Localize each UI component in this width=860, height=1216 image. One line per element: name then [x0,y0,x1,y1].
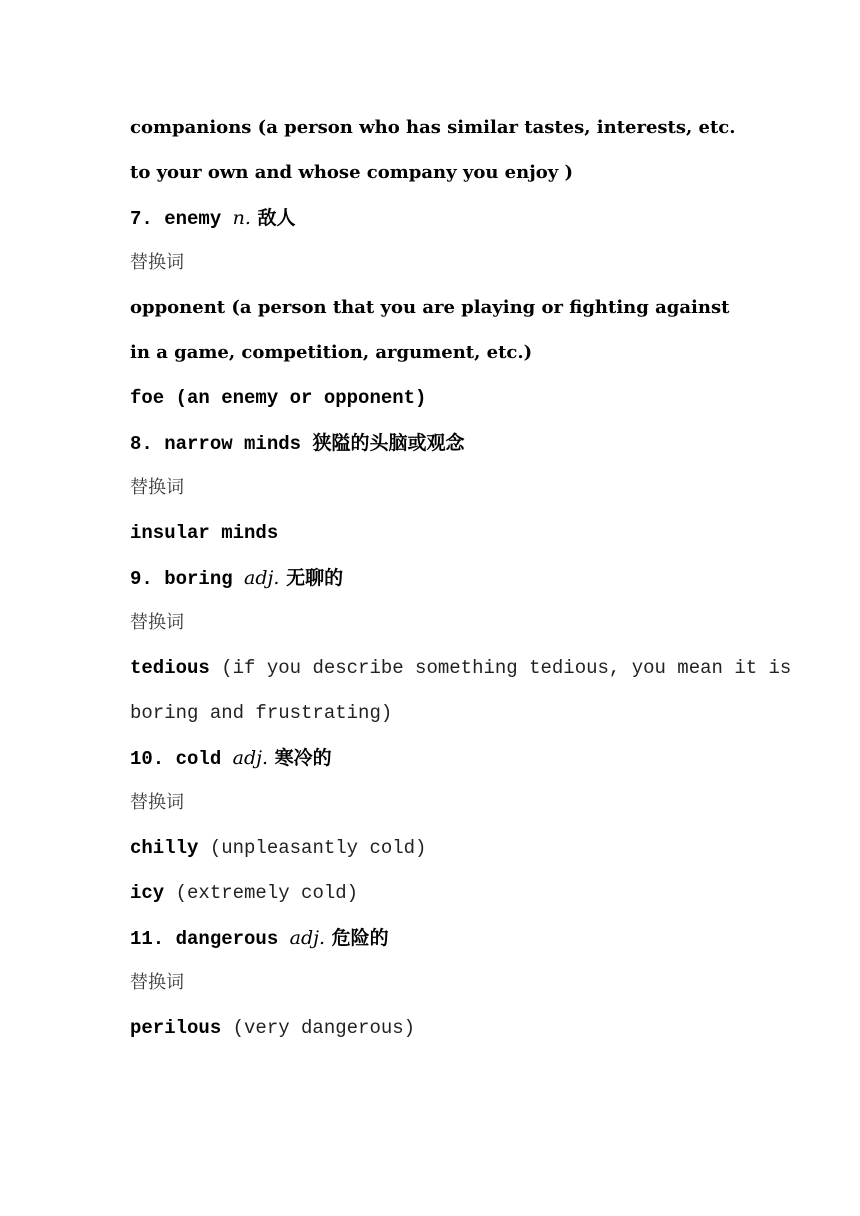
synonym-word: icy [130,882,165,904]
definition-line [130,158,770,188]
synonym-label [130,248,770,278]
synonym-line [130,653,792,683]
part-of-speech: adj. [289,927,326,949]
chinese-meaning: 寒冷的 [268,747,332,769]
definition-text: to your own and whose company you enjoy ) [130,162,573,183]
synonym-line [130,338,770,368]
entry-heading-8 [130,428,770,458]
entry-word: 9. boring [130,568,245,590]
synonym-label [130,608,770,638]
synonym-line [130,383,770,413]
synonym-definition: (unpleasantly cold) [198,837,427,859]
entry-word: 8. narrow minds [130,433,313,455]
synonym-label-text: 替换词 [130,612,184,633]
entry-word: 11. dangerous [130,928,290,950]
synonym-word: perilous [130,1017,222,1039]
synonym-line [130,293,770,323]
entry-word: 7. enemy [130,208,233,230]
chinese-meaning: 无聊的 [279,567,344,589]
chinese-meaning: 狭隘的头脑或观念 [312,432,465,454]
synonym-definition: boring and frustrating) [130,702,393,724]
synonym-definition: (extremely cold) [164,882,359,904]
chinese-meaning: 敌人 [250,207,296,229]
part-of-speech: adj. [244,567,280,589]
synonym-word: tedious [130,657,210,679]
synonym-text: in a game, competition, argument, etc.) [130,342,533,363]
part-of-speech: n. [232,207,251,229]
synonym-line [130,833,770,863]
part-of-speech: adj. [232,747,269,769]
synonym-label [130,968,770,998]
synonym-definition: (very dangerous) [221,1017,416,1039]
definition-text: companions (a person who has similar tastes, interests, etc. [130,117,736,138]
synonym-line [130,878,770,908]
synonym-line [130,698,770,728]
entry-word: 10. cold [130,748,233,770]
synonym-label-text: 替换词 [130,477,184,498]
synonym-text: insular minds [130,522,279,544]
entry-heading-9 [130,563,770,593]
synonym-label [130,788,770,818]
entry-heading-11 [130,923,770,953]
synonym-label-text: 替换词 [130,252,184,273]
entry-heading-7 [130,203,770,233]
definition-line [130,113,770,143]
chinese-meaning: 危险的 [325,927,389,949]
synonym-definition: (if you describe something tedious, you mean it is [209,657,792,679]
synonym-word: chilly [130,837,199,859]
synonym-text: foe (an enemy or opponent) [130,387,427,409]
synonym-text: opponent (a person that you are playing or fighting against [130,297,730,318]
entry-heading-10 [130,743,770,773]
synonym-label [130,473,770,503]
synonym-label-text: 替换词 [130,792,184,813]
synonym-line [130,518,770,548]
synonym-label-text: 替换词 [130,972,184,993]
synonym-line [130,1013,770,1043]
